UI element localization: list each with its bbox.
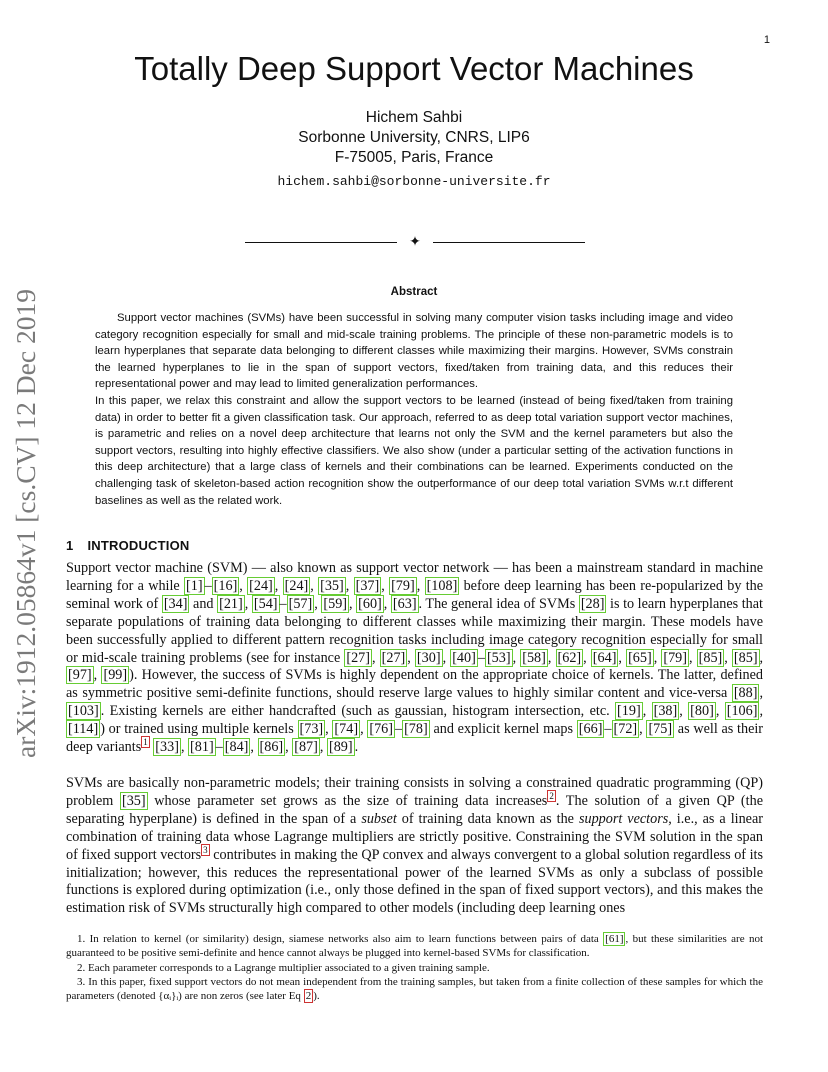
text: , — [180, 739, 189, 756]
text: , — [360, 721, 368, 738]
text: , — [759, 649, 764, 666]
text: , — [724, 649, 732, 666]
text: , — [642, 703, 652, 720]
citation-link[interactable]: [73] — [299, 721, 324, 738]
citation-link[interactable]: [27] — [346, 649, 370, 666]
text: , — [244, 595, 252, 612]
citation-link[interactable]: [76] — [369, 721, 393, 738]
citation-link[interactable]: [114] — [68, 721, 99, 738]
text: – — [477, 649, 485, 666]
citation-link[interactable]: [79] — [663, 649, 687, 666]
citation-link[interactable]: [37] — [355, 577, 380, 594]
text: 3. In this paper, fixed support vectors do not mean independent from the training samples, but taken from a finite collection of these samples for which the parameters (denoted — [66, 975, 763, 1003]
text: , — [345, 577, 354, 594]
citation-link[interactable]: [24] — [284, 577, 309, 594]
emphasis: support vectors — [578, 810, 669, 827]
citation-link[interactable]: [103] — [68, 703, 99, 720]
text: , i.e., as a linear combination of training data whose Lagrange multipliers are strictly positive. Constraining the SVM solution in the span of fixed support vectors — [66, 810, 763, 863]
text: , — [274, 577, 283, 594]
text: , — [407, 649, 415, 666]
citation-link[interactable]: [34] — [163, 595, 188, 612]
text: , — [512, 649, 521, 666]
author-name: Hichem Sahbi — [365, 109, 463, 126]
footnotes — [66, 932, 763, 1003]
text: ) or trained using multiple kernels — [100, 721, 298, 738]
text: before deep learning has been re-popularized by the seminal work of — [66, 577, 764, 612]
text: , — [325, 721, 333, 738]
text: . The solution of a given QP (the separating hyperplane) is defined in the span of a — [66, 792, 763, 827]
text: , — [310, 577, 319, 594]
citation-link[interactable]: [65] — [628, 649, 652, 666]
citation-link[interactable]: [97] — [68, 667, 92, 684]
text: , — [759, 703, 764, 720]
math-expression: {αᵢ}ᵢ — [158, 990, 179, 1003]
citation-link[interactable]: [64] — [592, 649, 617, 666]
text: . — [354, 739, 359, 756]
paper-title: Totally Deep Support Vector Machines — [134, 50, 694, 87]
text: ). — [313, 990, 320, 1003]
author-affiliation: Sorbonne University, CNRS, LIP6 — [298, 129, 530, 146]
text: . Existing kernels are either handcrafted (such as gaussian, histogram intersection, etc. — [100, 703, 616, 720]
text: , — [285, 739, 293, 756]
text: , but these similarities are not guaranteed to be positive semi-definite and hence cannot always be plugged into kernel-based SVMs for classification. — [66, 933, 764, 960]
text: – — [279, 595, 287, 612]
citation-link[interactable]: [1] — [186, 577, 203, 594]
text: , — [239, 577, 248, 594]
text: 1. In relation to kernel (or similarity) design, siamese networks also aim to learn functions between pairs of data — [77, 933, 604, 945]
citation-link[interactable]: [28] — [580, 595, 605, 612]
citation-link[interactable]: [85] — [698, 649, 723, 666]
citation-link[interactable]: [72] — [613, 721, 638, 738]
text: Support vector machine (SVM) — also known as support vector network — has been a mainstream standard in machine learning for a while — [66, 560, 763, 594]
text: as well as their deep variants — [66, 721, 764, 756]
text: – — [204, 577, 212, 594]
citation-link[interactable]: [16] — [213, 577, 238, 594]
citation-link[interactable]: [81] — [190, 739, 214, 756]
text: is to learn hyperplanes that separate populations of training data belonging to different classes while maximizing their margin. These models have been successfully applied to different pattern recognition tasks including image category recognition especially for small or mid-scale training problems (see for instance — [66, 595, 763, 666]
citation-link[interactable]: [58] — [522, 649, 546, 666]
text: , — [416, 577, 425, 594]
citation-link[interactable]: [27] — [381, 649, 406, 666]
citation-link[interactable]: [62] — [557, 649, 582, 666]
text: , — [372, 649, 380, 666]
text: contributes in making the QP convex and always convergent to a global solution regardless of its initialization; however, this reduces the representational power of the learned SVMs as only a subclass of possible functions is explored during optimization (i.e., only those defined in the span of fixed support vectors), and this makes the estimation risk of SVMs structurally high compared to other models (including deep learning ones — [66, 846, 763, 917]
citation-link[interactable]: [35] — [121, 792, 146, 809]
abstract-paragraph-2: In this paper, we relax this constraint and allow the support vectors to be learned (instead of being fixed/taken from training data) in order to better fit a given classification task. Our approach, referred to as deep total variation support vector machines, is parametric and relies on a novel deep architecture that learns not only the SVM and the kernel parameters but also the support vectors, resulting into highly effective classifiers. We also show (under a particular setting of the activation functions in this deep architecture) that a large class of kernels and their combinations can be learned. Experiments conducted on the challenging task of skeleton-based action recognition show the outperformance of our deep total variation SVMs w.r.t different baselines as well as the related work. — [95, 394, 733, 507]
citation-link[interactable]: [63] — [392, 595, 417, 612]
text: , — [314, 595, 322, 612]
text: , — [381, 577, 390, 594]
citation-link[interactable]: [99] — [103, 667, 128, 684]
abstract-body — [95, 310, 733, 509]
text: and — [189, 595, 218, 612]
citation-link[interactable]: [87] — [294, 739, 318, 756]
title-divider — [245, 232, 585, 252]
citation-link[interactable]: [33] — [155, 739, 179, 756]
citation-link[interactable]: [60] — [358, 595, 382, 612]
citation-link[interactable]: [59] — [323, 595, 348, 612]
divider-star-icon: ✦ — [409, 234, 421, 250]
section-heading — [66, 538, 190, 553]
citation-link[interactable]: [24] — [249, 577, 273, 594]
text: , — [93, 667, 102, 684]
author-email[interactable]: hichem.sahbi@sorbonne-universite.fr — [277, 174, 551, 189]
divider-rule-right — [433, 242, 585, 243]
text: , — [759, 685, 763, 702]
citation-link[interactable]: [30] — [416, 649, 441, 666]
text: SVMs are basically non-parametric models; their training consists in solving a constrained quadratic programming (QP) problem — [66, 775, 763, 809]
equation-link[interactable]: 2 — [305, 990, 312, 1003]
footnote-marker[interactable]: 2 — [549, 791, 554, 802]
intro-paragraph-1 — [66, 560, 763, 757]
text: , — [653, 649, 662, 666]
text: , — [583, 649, 591, 666]
text: , — [319, 739, 327, 756]
text: whose parameter set grows as the size of training data increases — [147, 792, 548, 809]
citation-link[interactable]: [19] — [617, 703, 641, 720]
intro-paragraph-2 — [66, 775, 763, 918]
text: ). However, the success of SVMs is highly dependent on the appropriate choice of kernels. The latter, defined as symmetric positive semi-definite functions, should reserve large values to highly similar content and vice-versa — [66, 667, 763, 702]
citation-link[interactable]: [38] — [653, 703, 678, 720]
citation-link[interactable]: [35] — [320, 577, 344, 594]
footnote-marker[interactable]: 3 — [203, 844, 208, 855]
section-title: INTRODUCTION — [87, 538, 190, 553]
footnote-2: 2. Each parameter corresponds to a Lagrange multiplier associated to a given training sample. — [77, 961, 490, 974]
text: ) are non zeros (see later Eq — [178, 990, 304, 1003]
text: and explicit kernel maps — [429, 721, 577, 738]
citation-link[interactable]: [53] — [486, 649, 511, 666]
footnote-3 — [66, 975, 763, 1004]
citation-link[interactable]: [79] — [391, 577, 415, 594]
author-block — [0, 108, 828, 192]
text: – — [215, 739, 223, 756]
page-number: 1 — [763, 34, 770, 46]
text: , — [349, 595, 357, 612]
paragraph — [66, 560, 763, 757]
citation-link[interactable]: [57] — [288, 595, 313, 612]
emphasis: subset — [361, 810, 397, 827]
citation-link[interactable]: [108] — [426, 577, 458, 594]
abstract-paragraph-1: Support vector machines (SVMs) have been successful in solving many computer vision tasks including image and video category recognition especially for small and mid-scale training problems. The principle of these non-parametric models is to learn hyperplanes that separate data belonging to different classes while maximizing their margins. However, SVMs constrain the learned hyperplanes to lie in the span of support vectors, fixed/taken from training data, and this reduces their representational power and may lead to limited generalization performances. — [95, 312, 733, 391]
text: , — [618, 649, 627, 666]
citation-link[interactable]: [84] — [224, 739, 249, 756]
text: , — [547, 649, 556, 666]
section-number: 1 — [66, 538, 74, 553]
text: – — [394, 721, 403, 738]
text: , — [383, 595, 391, 612]
text: , — [715, 703, 725, 720]
text: . The general idea of SVMs — [418, 595, 579, 612]
text: , — [250, 739, 258, 756]
citation-link[interactable]: [86] — [259, 739, 284, 756]
footnote-marker[interactable]: 1 — [143, 737, 148, 748]
citation-link[interactable]: [66] — [578, 721, 603, 738]
text: , — [688, 649, 697, 666]
citation-link[interactable]: [80] — [690, 703, 714, 720]
text: – — [604, 721, 612, 738]
citation-link[interactable]: [21] — [219, 595, 243, 612]
citation-link[interactable]: [40] — [452, 649, 476, 666]
abstract-heading: Abstract — [390, 286, 438, 298]
text: , — [442, 649, 451, 666]
footnote-1 — [66, 932, 763, 961]
author-address: F-75005, Paris, France — [334, 149, 494, 166]
text: , — [639, 721, 647, 738]
citation-link[interactable]: [75] — [648, 721, 673, 738]
citation-link[interactable]: [85] — [733, 649, 758, 666]
divider-rule-left — [245, 242, 397, 243]
arxiv-identifier[interactable]: arXiv:1912.05864v1 [cs.CV] 12 Dec 2019 — [10, 289, 41, 758]
citation-link[interactable]: [78] — [404, 721, 428, 738]
citation-link[interactable]: [106] — [726, 703, 758, 720]
paragraph — [66, 775, 763, 918]
text: , — [679, 703, 689, 720]
citation-link[interactable]: [89] — [328, 739, 353, 756]
citation-link[interactable]: [54] — [253, 595, 278, 612]
citation-link[interactable]: [74] — [334, 721, 359, 738]
citation-link[interactable]: [88] — [733, 685, 758, 702]
text: of training data known as the — [396, 810, 579, 827]
citation-link[interactable]: [61] — [605, 933, 624, 945]
